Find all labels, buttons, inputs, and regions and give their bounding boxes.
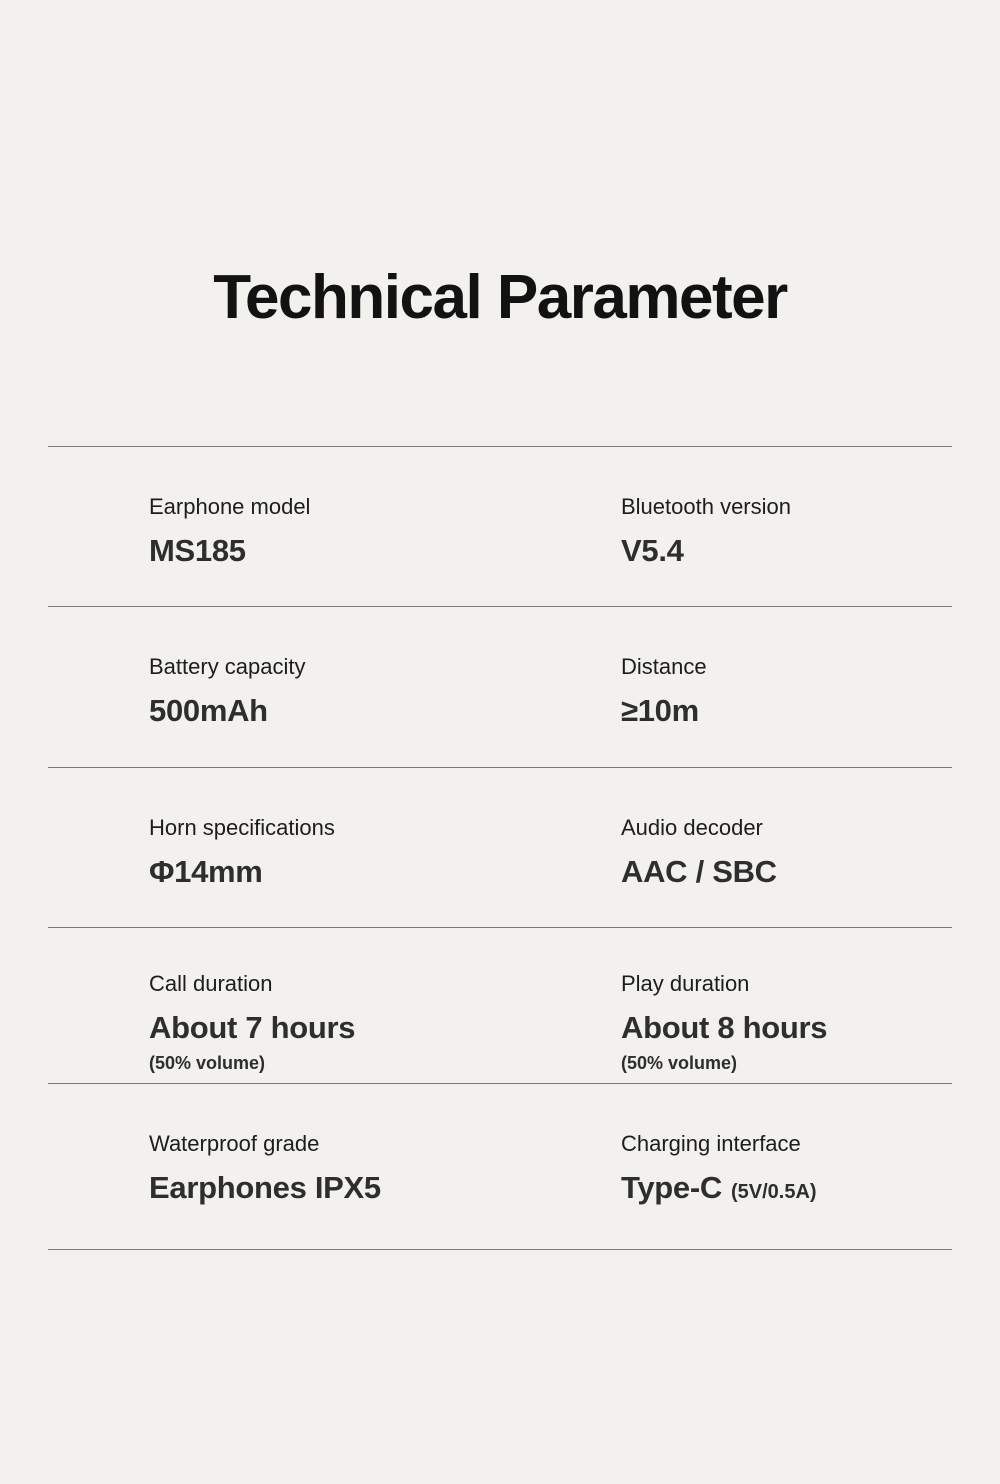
spec-label: Earphone model xyxy=(149,494,311,519)
spec-cell-distance xyxy=(621,653,952,767)
spec-cell-earphone-model xyxy=(48,493,621,606)
spec-value xyxy=(149,1168,621,1208)
spec-label: Battery capacity xyxy=(149,654,306,679)
spec-value-text: MS185 xyxy=(149,532,246,568)
spec-value-text: Type-C xyxy=(621,1169,722,1205)
spec-label: Distance xyxy=(621,654,707,679)
spec-label: Waterproof grade xyxy=(149,1131,320,1156)
spec-label: Bluetooth version xyxy=(621,494,791,519)
spec-note: (50% volume) xyxy=(149,1052,266,1073)
spec-cell-bluetooth-version xyxy=(621,493,952,606)
spec-value xyxy=(149,1008,621,1048)
spec-cell-battery-capacity xyxy=(48,653,621,767)
spec-row-waterproof-charging xyxy=(48,1083,952,1249)
spec-value xyxy=(621,852,952,892)
page-title: Technical Parameter xyxy=(213,262,787,332)
spec-row-horn-audio xyxy=(48,767,952,927)
spec-row-earphone-bluetooth xyxy=(48,446,952,606)
spec-value xyxy=(149,531,621,571)
spec-value-text: Φ14mm xyxy=(149,853,263,889)
spec-note: (50% volume) xyxy=(621,1052,738,1073)
spec-row-battery-distance xyxy=(48,606,952,767)
spec-label: Charging interface xyxy=(621,1131,801,1156)
spec-value xyxy=(621,691,952,731)
spec-label: Play duration xyxy=(621,971,750,996)
spec-cell-waterproof-grade xyxy=(48,1130,621,1249)
spec-label: Horn specifications xyxy=(149,815,335,840)
spec-value xyxy=(621,531,952,571)
spec-cell-charging-interface xyxy=(621,1130,952,1249)
spec-row-call-play-duration xyxy=(48,927,952,1083)
spec-label: Call duration xyxy=(149,971,273,996)
spec-value-text: V5.4 xyxy=(621,532,684,568)
spec-value xyxy=(621,1168,952,1208)
spec-cell-horn-specifications xyxy=(48,814,621,927)
spec-value-text: ≥10m xyxy=(621,692,699,728)
spec-value-text: 500mAh xyxy=(149,692,268,728)
spec-cell-audio-decoder xyxy=(621,814,952,927)
spec-value-text: AAC / SBC xyxy=(621,853,777,889)
spec-table xyxy=(48,446,952,1250)
spec-value-text: About 7 hours xyxy=(149,1009,356,1045)
spec-label: Audio decoder xyxy=(621,815,763,840)
spec-cell-call-duration xyxy=(48,970,621,1083)
spec-cell-play-duration xyxy=(621,970,952,1083)
spec-value xyxy=(621,1008,952,1048)
spec-value-suffix: (5V/0.5A) xyxy=(730,1180,817,1203)
spec-value xyxy=(149,691,621,731)
spec-value-text: About 8 hours xyxy=(621,1009,828,1045)
spec-value xyxy=(149,852,621,892)
spec-value-text: Earphones IPX5 xyxy=(149,1169,381,1205)
